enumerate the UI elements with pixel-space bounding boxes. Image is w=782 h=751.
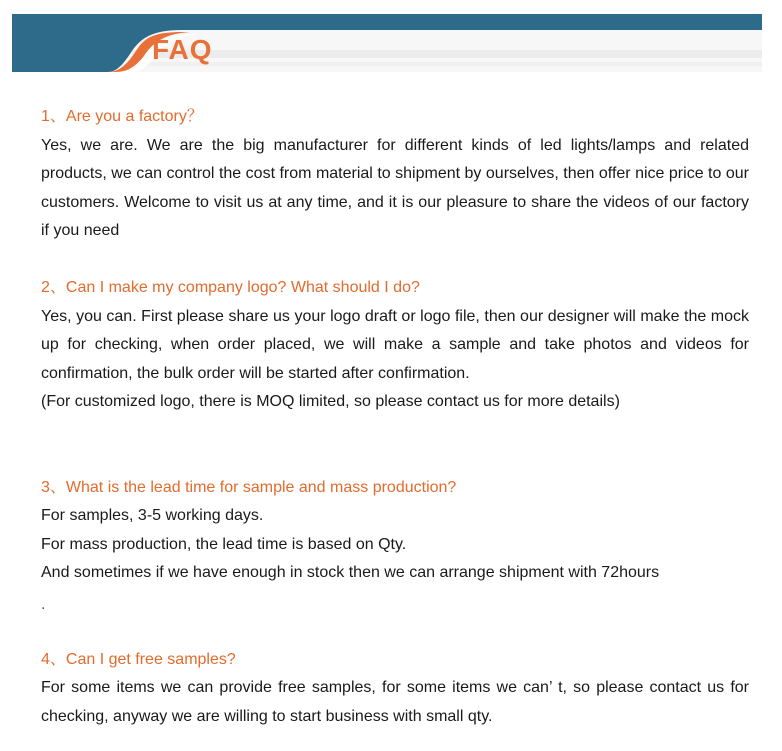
faq-item xyxy=(41,646,749,732)
page-title: FAQ xyxy=(152,34,213,65)
faq-answer xyxy=(41,303,749,417)
faq-question: 4、Can I get free samples? xyxy=(41,650,236,668)
faq-item xyxy=(41,474,749,622)
trailing-dot: . xyxy=(41,595,46,613)
answer-paragraph: Yes, we are. We are the big manufacturer for different kinds of led lights/lamps and related products, we can control the cost from material to shipment by ourselves, then offer nice price to our customers. Welcome to visit us at any time, and it is our pleasure to share the videos of our factory if you need xyxy=(41,136,749,239)
faq-answer xyxy=(41,132,749,246)
faq-question: 1、Are you a factory？ xyxy=(41,108,203,125)
banner-graphic xyxy=(12,14,762,72)
faq-list xyxy=(41,103,749,731)
faq-item xyxy=(41,103,749,246)
faq-answer xyxy=(41,674,749,731)
faq-answer xyxy=(41,502,749,588)
faq-item xyxy=(41,274,749,417)
faq-banner xyxy=(12,14,762,72)
answer-paragraph: For samples, 3-5 working days. xyxy=(41,507,264,524)
faq-question: 2、Can I make my company logo? What should I do? xyxy=(41,279,420,296)
answer-paragraph: (For customized logo, there is MOQ limited, so please contact us for more details) xyxy=(41,393,620,410)
answer-paragraph: And sometimes if we have enough in stock then we can arrange shipment with 72hours xyxy=(41,564,660,581)
faq-question: 3、What is the lead time for sample and mass production? xyxy=(41,478,457,496)
answer-paragraph: For some items we can provide free samples, for some items we can’ t, so please contact us for checking, anyway we are willing to start business with small qty. xyxy=(41,679,749,725)
answer-paragraph: Yes, you can. First please share us your logo draft or logo file, then our designer will make the mock up for checking, when order placed, we will make a sample and take photos and videos for confirmation, the bulk order will be started after confirmation. xyxy=(41,307,749,382)
answer-paragraph: For mass production, the lead time is based on Qty. xyxy=(41,535,407,553)
